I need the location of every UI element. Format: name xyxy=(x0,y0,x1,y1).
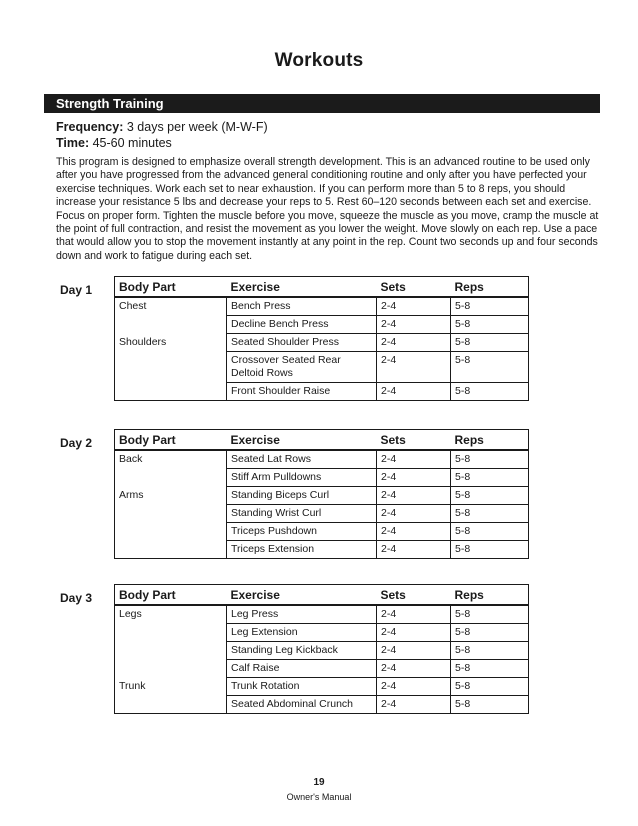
cell-exercise: Calf Raise xyxy=(227,660,377,678)
cell-body-part xyxy=(115,523,227,541)
table-row xyxy=(115,642,529,660)
frequency-value: 3 days per week (M-W-F) xyxy=(123,120,268,134)
workout-table-day-3 xyxy=(114,584,529,714)
cell-body-part: Trunk xyxy=(119,679,146,692)
cell-exercise: Front Shoulder Raise xyxy=(227,383,377,401)
cell-reps: 5-8 xyxy=(451,605,529,624)
cell-reps: 5-8 xyxy=(451,505,529,523)
cell-body-part xyxy=(115,696,227,714)
cell-reps: 5-8 xyxy=(451,642,529,660)
table-row xyxy=(115,523,529,541)
table-row xyxy=(115,383,529,401)
cell-exercise: Leg Extension xyxy=(227,624,377,642)
cell-exercise: Leg Press xyxy=(227,605,377,624)
header-body-part: Body Part xyxy=(115,585,227,606)
header-body-part: Body Part xyxy=(115,430,227,451)
cell-reps: 5-8 xyxy=(451,383,529,401)
header-reps: Reps xyxy=(451,430,529,451)
cell-exercise: Seated Lat Rows xyxy=(227,450,377,469)
cell-reps: 5-8 xyxy=(451,316,529,334)
cell-body-part: Legs xyxy=(119,608,142,620)
cell-sets: 2-4 xyxy=(377,605,451,624)
table-header-row xyxy=(115,585,529,606)
table-row xyxy=(115,624,529,642)
header-exercise: Exercise xyxy=(227,430,377,451)
header-reps: Reps xyxy=(451,277,529,298)
cell-reps: 5-8 xyxy=(451,334,529,352)
cell-reps: 5-8 xyxy=(451,450,529,469)
time-value: 45-60 minutes xyxy=(89,136,172,150)
table-header-row xyxy=(115,277,529,298)
cell-exercise: Crossover Seated Rear Deltoid Rows xyxy=(227,352,377,383)
cell-sets: 2-4 xyxy=(377,523,451,541)
cell-body-part: Chest xyxy=(119,300,147,312)
cell-body-part xyxy=(115,624,227,642)
cell-body-part xyxy=(115,469,227,487)
table-row xyxy=(115,334,529,352)
cell-sets: 2-4 xyxy=(377,678,451,696)
cell-sets: 2-4 xyxy=(377,642,451,660)
table-row xyxy=(115,487,529,505)
footer-manual-label: Owner's Manual xyxy=(286,792,352,802)
cell-body-part xyxy=(115,316,227,334)
cell-reps: 5-8 xyxy=(451,660,529,678)
day-label: Day 2 xyxy=(60,436,93,450)
table-row xyxy=(115,541,529,559)
cell-reps: 5-8 xyxy=(451,678,529,696)
time-label: Time: xyxy=(56,136,90,150)
cell-reps: 5-8 xyxy=(451,487,529,505)
cell-exercise: Triceps Pushdown xyxy=(227,523,377,541)
cell-sets: 2-4 xyxy=(377,696,451,714)
cell-sets: 2-4 xyxy=(377,505,451,523)
cell-sets: 2-4 xyxy=(377,624,451,642)
header-body-part: Body Part xyxy=(115,277,227,298)
cell-sets: 2-4 xyxy=(377,487,451,505)
footer-page-number: 19 xyxy=(313,777,325,788)
table-row xyxy=(115,605,529,624)
header-exercise: Exercise xyxy=(227,585,377,606)
table-header-row xyxy=(115,430,529,451)
table-row xyxy=(115,660,529,678)
cell-exercise: Stiff Arm Pulldowns xyxy=(227,469,377,487)
cell-exercise: Decline Bench Press xyxy=(227,316,377,334)
cell-body-part xyxy=(115,541,227,559)
workout-table-day-1 xyxy=(114,276,529,401)
cell-exercise: Standing Leg Kickback xyxy=(227,642,377,660)
program-description: This program is designed to emphasize overall strength development. This is an advanced routine to be used only after you have progressed from the advanced general conditioning routine and only after you have perfected your exercise techniques. Work each set to near exhaustion. If you can perform more than 5 to 8 reps, you should increase your resistance 5 lbs and decrease your reps to 5. Rest 60–120 seconds between each set and exercise. Focus on proper form. Tighten the muscle before you move, squeeze the muscle as you move, cramp the muscle at the point of full contraction, and resist the movement as you lower the weight. Move slowly on each rep. Use a pace that would allow you to stop the movement instantly at any point in the rep. Count two seconds up and four seconds down and work to fatigue during each set. xyxy=(56,156,599,262)
frequency-label: Frequency: xyxy=(56,120,124,134)
cell-sets: 2-4 xyxy=(377,541,451,559)
cell-sets: 2-4 xyxy=(377,660,451,678)
cell-body-part xyxy=(115,352,227,383)
header-exercise: Exercise xyxy=(227,277,377,298)
day-label: Day 1 xyxy=(60,283,93,297)
cell-exercise: Standing Biceps Curl xyxy=(227,487,377,505)
cell-sets: 2-4 xyxy=(377,334,451,352)
table-row xyxy=(115,352,529,383)
cell-exercise: Bench Press xyxy=(227,297,377,316)
cell-exercise: Seated Shoulder Press xyxy=(227,334,377,352)
cell-sets: 2-4 xyxy=(377,297,451,316)
cell-body-part xyxy=(115,383,227,401)
cell-body-part xyxy=(115,505,227,523)
header-sets: Sets xyxy=(377,585,451,606)
table-row xyxy=(115,297,529,316)
cell-exercise: Trunk Rotation xyxy=(227,678,377,696)
cell-sets: 2-4 xyxy=(377,316,451,334)
table-row xyxy=(115,316,529,334)
workout-table-day-2 xyxy=(114,429,529,559)
cell-exercise: Triceps Extension xyxy=(227,541,377,559)
cell-body-part: Arms xyxy=(119,488,144,501)
header-sets: Sets xyxy=(377,430,451,451)
section-header-bar: Strength Training xyxy=(44,94,600,113)
time-line xyxy=(56,136,172,150)
cell-body-part xyxy=(115,660,227,678)
cell-reps: 5-8 xyxy=(451,696,529,714)
frequency-line xyxy=(56,120,268,134)
header-sets: Sets xyxy=(377,277,451,298)
header-reps: Reps xyxy=(451,585,529,606)
cell-sets: 2-4 xyxy=(377,469,451,487)
cell-reps: 5-8 xyxy=(451,469,529,487)
cell-sets: 2-4 xyxy=(377,352,451,383)
table-row xyxy=(115,696,529,714)
cell-body-part: Shoulders xyxy=(119,335,167,348)
table-row xyxy=(115,469,529,487)
page-title: Workouts xyxy=(274,50,364,71)
cell-reps: 5-8 xyxy=(451,624,529,642)
cell-reps: 5-8 xyxy=(451,352,529,383)
table-row xyxy=(115,505,529,523)
cell-reps: 5-8 xyxy=(451,297,529,316)
cell-reps: 5-8 xyxy=(451,523,529,541)
cell-sets: 2-4 xyxy=(377,450,451,469)
day-label: Day 3 xyxy=(60,591,93,605)
cell-exercise: Seated Abdominal Crunch xyxy=(227,696,377,714)
cell-reps: 5-8 xyxy=(451,541,529,559)
table-row xyxy=(115,678,529,696)
cell-sets: 2-4 xyxy=(377,383,451,401)
cell-body-part xyxy=(115,642,227,660)
cell-exercise: Standing Wrist Curl xyxy=(227,505,377,523)
cell-body-part: Back xyxy=(119,453,143,465)
table-row xyxy=(115,450,529,469)
